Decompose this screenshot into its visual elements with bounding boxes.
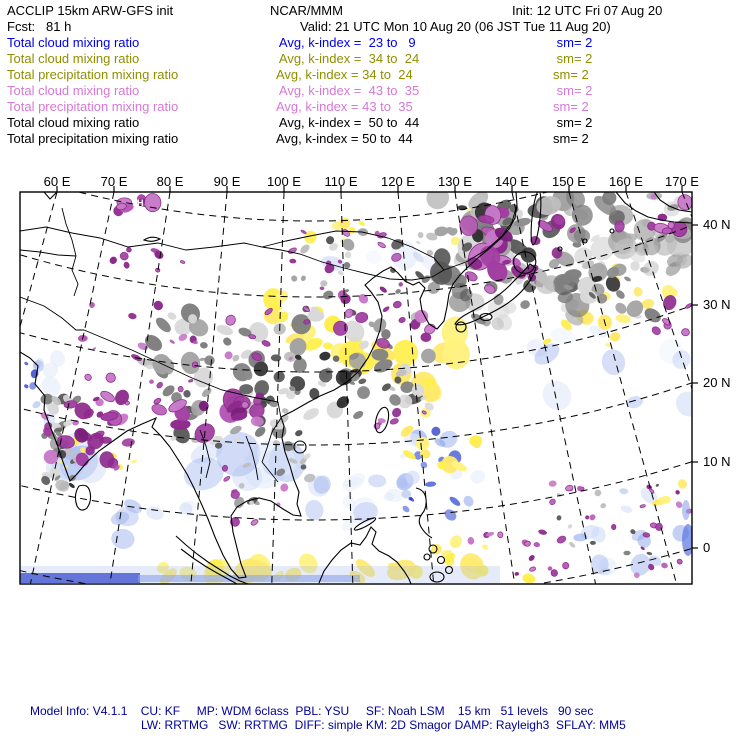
- top-axis-label-170E: 170 E: [665, 174, 699, 189]
- top-axis-label-150E: 150 E: [552, 174, 586, 189]
- legend-row-label-4: Total precipitation mixing ratio: [7, 99, 179, 114]
- legend-row-sm-4: sm= 2: [553, 99, 589, 114]
- legend-row-stat-2: Avg, k-index = 34 to 24: [276, 67, 413, 82]
- model-info-line1: Model Info: V4.1.1 CU: KF MP: WDM 6class PBL: YSU SF: Noah LSM 15 km 51 levels 90 sec: [30, 704, 594, 718]
- legend-row-sm-5: sm= 2: [553, 115, 593, 130]
- legend-row-sm-6: sm= 2: [553, 131, 589, 146]
- legend-row-label-0: Total cloud mixing ratio: [7, 35, 140, 50]
- legend-row-label-5: Total cloud mixing ratio: [7, 115, 140, 130]
- top-axis-label-130E: 130 E: [438, 174, 472, 189]
- forecast-hour: Fcst: 81 h: [7, 19, 72, 34]
- top-axis-label-90E: 90 E: [213, 174, 241, 189]
- valid-time: Valid: 21 UTC Mon 10 Aug 20 (06 JST Tue 11 Aug 20): [300, 19, 611, 34]
- legend-row-stat-5: Avg, k-index = 50 to 44: [276, 115, 420, 130]
- model-info-line2: LW: RRTMG SW: RRTMG DIFF: simple KM: 2D Smagor DAMP: Rayleigh3 SFLAY: MM5: [141, 718, 626, 732]
- shading-layers: [20, 182, 705, 590]
- legend-row-label-2: Total precipitation mixing ratio: [7, 67, 179, 82]
- top-axis-label-70E: 70 E: [100, 174, 128, 189]
- legend-row-stat-3: Avg, k-index = 43 to 35: [276, 83, 420, 98]
- top-axis-label-140E: 140 E: [495, 174, 529, 189]
- legend-row-stat-1: Avg, k-index = 34 to 24: [276, 51, 420, 66]
- legend-row-sm-1: sm= 2: [553, 51, 593, 66]
- right-axis-label-10N: 10 N: [703, 454, 731, 469]
- legend-row-sm-2: sm= 2: [553, 67, 589, 82]
- high-marker: H: [137, 198, 144, 208]
- legend-row-sm-0: sm= 2: [553, 35, 593, 50]
- top-axis-label-80E: 80 E: [156, 174, 184, 189]
- legend-row-stat-0: Avg, k-index = 23 to 9: [276, 35, 416, 50]
- legend-row-stat-4: Avg, k-index = 43 to 35: [276, 99, 413, 114]
- right-axis-label-20N: 20 N: [703, 375, 731, 390]
- product-title: ACCLIP 15km ARW-GFS init: [7, 3, 174, 18]
- right-axis-label-30N: 30 N: [703, 297, 731, 312]
- legend-row-label-6: Total precipitation mixing ratio: [7, 131, 179, 146]
- legend-row-label-3: Total cloud mixing ratio: [7, 83, 140, 98]
- org-name: NCAR/MMM: [270, 3, 343, 18]
- top-axis-label-60E: 60 E: [43, 174, 71, 189]
- legend-row-label-1: Total cloud mixing ratio: [7, 51, 140, 66]
- legend-row-sm-3: sm= 2: [553, 83, 593, 98]
- right-axis-label-0: 0: [703, 540, 711, 555]
- legend-row-stat-6: Avg, k-index = 50 to 44: [276, 131, 413, 146]
- top-axis-label-100E: 100 E: [267, 174, 301, 189]
- top-axis-label-160E: 160 E: [609, 174, 643, 189]
- right-axis-label-40N: 40 N: [703, 217, 731, 232]
- top-axis-label-110E: 110 E: [324, 174, 358, 189]
- init-time: Init: 12 UTC Fri 07 Aug 20: [512, 3, 663, 18]
- top-axis-label-120E: 120 E: [381, 174, 415, 189]
